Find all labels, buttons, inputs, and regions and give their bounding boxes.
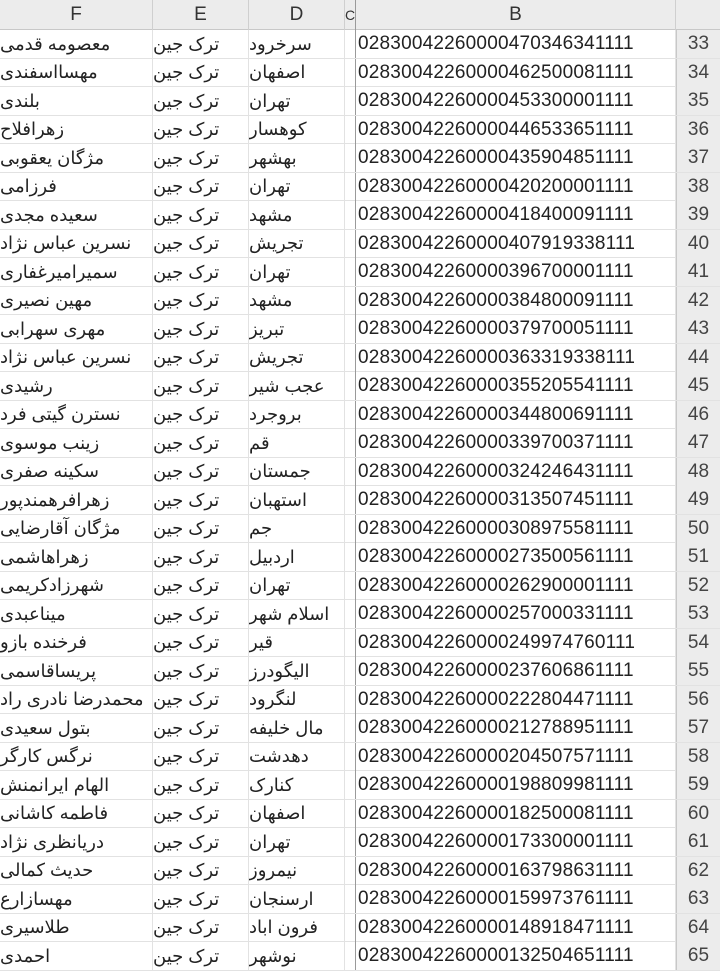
table-row <box>0 59 720 88</box>
cell-b[interactable]: 02830042260000198809981111 <box>356 771 676 799</box>
row-number[interactable]: 62 <box>676 857 720 885</box>
cell-e[interactable]: ترک جین <box>153 315 249 343</box>
cell-b[interactable]: 02830042260000173300001111 <box>356 828 676 856</box>
cell-d[interactable]: اصفهان <box>249 59 345 87</box>
cell-e[interactable]: ترک جین <box>153 857 249 885</box>
cell-d[interactable]: فرون اباد <box>249 914 345 942</box>
cell-c[interactable] <box>345 401 356 429</box>
row-number[interactable]: 36 <box>676 116 720 144</box>
cell-f[interactable]: شهرزادکریمی <box>0 572 153 600</box>
cell-f[interactable]: میناعبدی <box>0 600 153 628</box>
cell-f[interactable]: مهسازارع <box>0 885 153 913</box>
cell-c[interactable] <box>345 857 356 885</box>
cell-c[interactable] <box>345 714 356 742</box>
table-row <box>0 258 720 287</box>
cell-c[interactable] <box>345 486 356 514</box>
cell-d[interactable]: تجریش <box>249 230 345 258</box>
cell-c[interactable] <box>345 743 356 771</box>
cell-f[interactable]: الهام ایرانمنش <box>0 771 153 799</box>
cell-c[interactable] <box>345 600 356 628</box>
cell-d[interactable]: بهشهر <box>249 144 345 172</box>
cell-c[interactable] <box>345 572 356 600</box>
column-header-bar <box>0 0 720 30</box>
cell-f[interactable]: نسرین عباس نژاد <box>0 230 153 258</box>
cell-c[interactable] <box>345 771 356 799</box>
row-number[interactable]: 41 <box>676 258 720 286</box>
row-number[interactable]: 48 <box>676 458 720 486</box>
cell-f[interactable]: مهین نصیری <box>0 287 153 315</box>
cell-c[interactable] <box>345 116 356 144</box>
cell-b[interactable]: 02830042260000453300001111 <box>356 87 676 115</box>
cell-b[interactable]: 02830042260000132504651111 <box>356 942 676 970</box>
cell-c[interactable] <box>345 87 356 115</box>
cell-e[interactable]: ترک جین <box>153 743 249 771</box>
cell-f[interactable]: زهرافرهمندپور <box>0 486 153 514</box>
cell-c[interactable] <box>345 173 356 201</box>
cell-c[interactable] <box>345 686 356 714</box>
cell-b[interactable]: 02830042260000384800091111 <box>356 287 676 315</box>
table-row <box>0 828 720 857</box>
table-row <box>0 372 720 401</box>
cell-c[interactable] <box>345 230 356 258</box>
cell-b[interactable]: 02830042260000313507451111 <box>356 486 676 514</box>
cell-d[interactable]: بروجرد <box>249 401 345 429</box>
cell-d[interactable]: کنارک <box>249 771 345 799</box>
table-row <box>0 743 720 772</box>
cell-f[interactable]: فاطمه کاشانی <box>0 800 153 828</box>
row-number[interactable]: 47 <box>676 429 720 457</box>
row-number[interactable]: 49 <box>676 486 720 514</box>
row-number[interactable]: 56 <box>676 686 720 714</box>
cell-e[interactable]: ترک جین <box>153 401 249 429</box>
cell-e[interactable]: ترک جین <box>153 800 249 828</box>
cell-c[interactable] <box>345 315 356 343</box>
row-number[interactable]: 39 <box>676 201 720 229</box>
table-row <box>0 344 720 373</box>
row-number[interactable]: 57 <box>676 714 720 742</box>
table-row <box>0 315 720 344</box>
cell-b[interactable]: 02830042260000237606861111 <box>356 657 676 685</box>
cell-b[interactable]: 02830042260000212788951111 <box>356 714 676 742</box>
cell-d[interactable]: تبریز <box>249 315 345 343</box>
table-row <box>0 144 720 173</box>
table-row <box>0 201 720 230</box>
cell-d[interactable]: نیمروز <box>249 857 345 885</box>
row-number[interactable]: 52 <box>676 572 720 600</box>
table-row <box>0 914 720 943</box>
cell-d[interactable]: اسلام شهر <box>249 600 345 628</box>
cell-f[interactable]: احمدی <box>0 942 153 970</box>
cell-e[interactable]: ترک جین <box>153 344 249 372</box>
cell-f[interactable]: مژگان آقارضایی <box>0 515 153 543</box>
cell-f[interactable]: فرخنده بازو <box>0 629 153 657</box>
row-number[interactable]: 60 <box>676 800 720 828</box>
cell-c[interactable] <box>345 429 356 457</box>
cell-f[interactable]: مهسااسفندی <box>0 59 153 87</box>
cell-f[interactable]: سمیرامیرغفاری <box>0 258 153 286</box>
cell-b[interactable]: 02830042260000249974760111 <box>356 629 676 657</box>
cell-e[interactable]: ترک جین <box>153 771 249 799</box>
table-row <box>0 600 720 629</box>
cell-b[interactable]: 02830042260000257000331111 <box>356 600 676 628</box>
cell-b[interactable]: 02830042260000308975581111 <box>356 515 676 543</box>
cell-c[interactable] <box>345 144 356 172</box>
cell-d[interactable]: کوهسار <box>249 116 345 144</box>
row-number[interactable]: 58 <box>676 743 720 771</box>
table-row <box>0 771 720 800</box>
cell-f[interactable]: پریساقاسمی <box>0 657 153 685</box>
cell-f[interactable]: بلندی <box>0 87 153 115</box>
cell-e[interactable]: ترک جین <box>153 230 249 258</box>
row-number[interactable]: 45 <box>676 372 720 400</box>
table-row <box>0 714 720 743</box>
cell-b[interactable]: 02830042260000420200001111 <box>356 173 676 201</box>
table-row <box>0 30 720 59</box>
cell-d[interactable]: دهدشت <box>249 743 345 771</box>
cell-c[interactable] <box>345 543 356 571</box>
cell-b[interactable]: 02830042260000182500081111 <box>356 800 676 828</box>
cell-c[interactable] <box>345 657 356 685</box>
row-number[interactable]: 35 <box>676 87 720 115</box>
table-row <box>0 686 720 715</box>
cell-b[interactable]: 02830042260000163798631111 <box>356 857 676 885</box>
cell-e[interactable]: ترک جین <box>153 429 249 457</box>
cell-c[interactable] <box>345 59 356 87</box>
cell-b[interactable]: 02830042260000446533651111 <box>356 116 676 144</box>
cell-c[interactable] <box>345 258 356 286</box>
cell-f[interactable]: زهراهاشمی <box>0 543 153 571</box>
row-number[interactable]: 59 <box>676 771 720 799</box>
cell-d[interactable]: تهران <box>249 572 345 600</box>
cell-d[interactable]: تهران <box>249 87 345 115</box>
cell-f[interactable]: رشیدی <box>0 372 153 400</box>
column-header-e[interactable]: E <box>153 0 249 30</box>
cell-e[interactable]: ترک جین <box>153 828 249 856</box>
cell-d[interactable]: مال خلیفه <box>249 714 345 742</box>
cell-f[interactable]: زهرافلاح <box>0 116 153 144</box>
table-row <box>0 657 720 686</box>
cell-d[interactable]: تهران <box>249 828 345 856</box>
row-number[interactable]: 65 <box>676 942 720 970</box>
cell-c[interactable] <box>345 30 356 58</box>
cell-e[interactable]: ترک جین <box>153 686 249 714</box>
cell-b[interactable]: 02830042260000355205541111 <box>356 372 676 400</box>
cell-b[interactable]: 02830042260000222804471111 <box>356 686 676 714</box>
row-number[interactable]: 42 <box>676 287 720 315</box>
cell-e[interactable]: ترک جین <box>153 258 249 286</box>
row-number[interactable]: 43 <box>676 315 720 343</box>
cell-b[interactable]: 02830042260000273500561111 <box>356 543 676 571</box>
cell-c[interactable] <box>345 828 356 856</box>
cell-f[interactable]: دریانظری نژاد <box>0 828 153 856</box>
cell-e[interactable]: ترک جین <box>153 629 249 657</box>
cell-e[interactable]: ترک جین <box>153 458 249 486</box>
cell-e[interactable]: ترک جین <box>153 173 249 201</box>
cell-b[interactable]: 02830042260000363319338111 <box>356 344 676 372</box>
cell-d[interactable]: لنگرود <box>249 686 345 714</box>
row-number[interactable]: 61 <box>676 828 720 856</box>
cell-e[interactable]: ترک جین <box>153 201 249 229</box>
cell-b[interactable]: 02830042260000407919338111 <box>356 230 676 258</box>
cell-d[interactable]: جم <box>249 515 345 543</box>
row-number[interactable]: 33 <box>676 30 720 58</box>
cell-d[interactable]: تهران <box>249 173 345 201</box>
cell-f[interactable]: مژگان یعقوبی <box>0 144 153 172</box>
row-number[interactable]: 55 <box>676 657 720 685</box>
column-header-c[interactable]: C <box>345 0 356 30</box>
table-row <box>0 429 720 458</box>
row-number[interactable]: 46 <box>676 401 720 429</box>
cell-d[interactable]: تهران <box>249 258 345 286</box>
cell-c[interactable] <box>345 914 356 942</box>
cell-d[interactable]: قم <box>249 429 345 457</box>
cell-c[interactable] <box>345 201 356 229</box>
cell-e[interactable]: ترک جین <box>153 287 249 315</box>
cell-b[interactable]: 02830042260000324246431111 <box>356 458 676 486</box>
row-number[interactable]: 51 <box>676 543 720 571</box>
cell-e[interactable]: ترک جین <box>153 942 249 970</box>
cell-c[interactable] <box>345 287 356 315</box>
cell-e[interactable]: ترک جین <box>153 87 249 115</box>
table-row <box>0 572 720 601</box>
cell-d[interactable]: نوشهر <box>249 942 345 970</box>
cell-e[interactable]: ترک جین <box>153 116 249 144</box>
cell-c[interactable] <box>345 344 356 372</box>
row-number[interactable]: 34 <box>676 59 720 87</box>
table-row <box>0 458 720 487</box>
cell-c[interactable] <box>345 885 356 913</box>
table-row <box>0 515 720 544</box>
cell-e[interactable]: ترک جین <box>153 543 249 571</box>
table-row <box>0 87 720 116</box>
cell-f[interactable]: نسترن گیتی فرد <box>0 401 153 429</box>
cell-e[interactable]: ترک جین <box>153 600 249 628</box>
table-row <box>0 857 720 886</box>
table-row <box>0 629 720 658</box>
cell-b[interactable]: 02830042260000344800691111 <box>356 401 676 429</box>
row-header-corner[interactable] <box>676 0 720 30</box>
cell-b[interactable]: 02830042260000204507571111 <box>356 743 676 771</box>
cell-e[interactable]: ترک جین <box>153 144 249 172</box>
cell-d[interactable]: الیگودرز <box>249 657 345 685</box>
cell-d[interactable]: جمستان <box>249 458 345 486</box>
table-row <box>0 230 720 259</box>
cell-d[interactable]: مشهد <box>249 287 345 315</box>
cell-b[interactable]: 02830042260000339700371111 <box>356 429 676 457</box>
table-row <box>0 800 720 829</box>
cell-e[interactable]: ترک جین <box>153 30 249 58</box>
cell-e[interactable]: ترک جین <box>153 486 249 514</box>
cell-e[interactable]: ترک جین <box>153 714 249 742</box>
row-number[interactable]: 54 <box>676 629 720 657</box>
cell-d[interactable]: اصفهان <box>249 800 345 828</box>
cell-b[interactable]: 02830042260000435904851111 <box>356 144 676 172</box>
row-number[interactable]: 38 <box>676 173 720 201</box>
cell-d[interactable]: قیر <box>249 629 345 657</box>
column-header-d[interactable]: D <box>249 0 345 30</box>
cell-b[interactable]: 02830042260000470346341111 <box>356 30 676 58</box>
cell-f[interactable]: زینب موسوی <box>0 429 153 457</box>
cell-b[interactable]: 02830042260000418400091111 <box>356 201 676 229</box>
column-header-b[interactable]: B <box>356 0 676 30</box>
cell-d[interactable]: سرخرود <box>249 30 345 58</box>
cell-d[interactable]: تجریش <box>249 344 345 372</box>
table-row <box>0 885 720 914</box>
row-number[interactable]: 37 <box>676 144 720 172</box>
table-row <box>0 287 720 316</box>
table-row <box>0 543 720 572</box>
row-number[interactable]: 50 <box>676 515 720 543</box>
cell-d[interactable]: عجب شیر <box>249 372 345 400</box>
cell-f[interactable]: محمدرضا نادری راد <box>0 686 153 714</box>
cell-c[interactable] <box>345 372 356 400</box>
cell-f[interactable]: نرگس کارگر <box>0 743 153 771</box>
cell-b[interactable]: 02830042260000396700001111 <box>356 258 676 286</box>
cell-e[interactable]: ترک جین <box>153 515 249 543</box>
cell-b[interactable]: 02830042260000379700051111 <box>356 315 676 343</box>
cell-f[interactable]: سعیده مجدی <box>0 201 153 229</box>
cell-d[interactable]: ارسنجان <box>249 885 345 913</box>
table-row <box>0 486 720 515</box>
row-number[interactable]: 63 <box>676 885 720 913</box>
cell-c[interactable] <box>345 629 356 657</box>
cell-e[interactable]: ترک جین <box>153 885 249 913</box>
row-number[interactable]: 44 <box>676 344 720 372</box>
column-header-f[interactable]: F <box>0 0 153 30</box>
cell-f[interactable]: بتول سعیدی <box>0 714 153 742</box>
cell-f[interactable]: فرزامی <box>0 173 153 201</box>
cell-f[interactable]: طلاسیری <box>0 914 153 942</box>
table-row <box>0 942 720 971</box>
table-row <box>0 401 720 430</box>
cell-d[interactable]: مشهد <box>249 201 345 229</box>
cell-c[interactable] <box>345 515 356 543</box>
cell-c[interactable] <box>345 458 356 486</box>
row-number[interactable]: 64 <box>676 914 720 942</box>
cell-f[interactable]: مهری سهرابی <box>0 315 153 343</box>
row-number[interactable]: 53 <box>676 600 720 628</box>
cell-d[interactable]: استهبان <box>249 486 345 514</box>
cell-e[interactable]: ترک جین <box>153 657 249 685</box>
row-number[interactable]: 40 <box>676 230 720 258</box>
cell-f[interactable]: سکینه صفری <box>0 458 153 486</box>
cell-b[interactable]: 02830042260000462500081111 <box>356 59 676 87</box>
cell-b[interactable]: 02830042260000159973761111 <box>356 885 676 913</box>
table-row <box>0 173 720 202</box>
cell-f[interactable]: نسرین عباس نژاد <box>0 344 153 372</box>
cell-e[interactable]: ترک جین <box>153 572 249 600</box>
cell-b[interactable]: 02830042260000148918471111 <box>356 914 676 942</box>
cell-c[interactable] <box>345 800 356 828</box>
cell-b[interactable]: 02830042260000262900001111 <box>356 572 676 600</box>
cell-f[interactable]: حدیث کمالی <box>0 857 153 885</box>
cell-e[interactable]: ترک جین <box>153 59 249 87</box>
cell-e[interactable]: ترک جین <box>153 372 249 400</box>
cell-f[interactable]: معصومه قدمی <box>0 30 153 58</box>
cell-e[interactable]: ترک جین <box>153 914 249 942</box>
table-row <box>0 116 720 145</box>
cell-d[interactable]: اردبیل <box>249 543 345 571</box>
